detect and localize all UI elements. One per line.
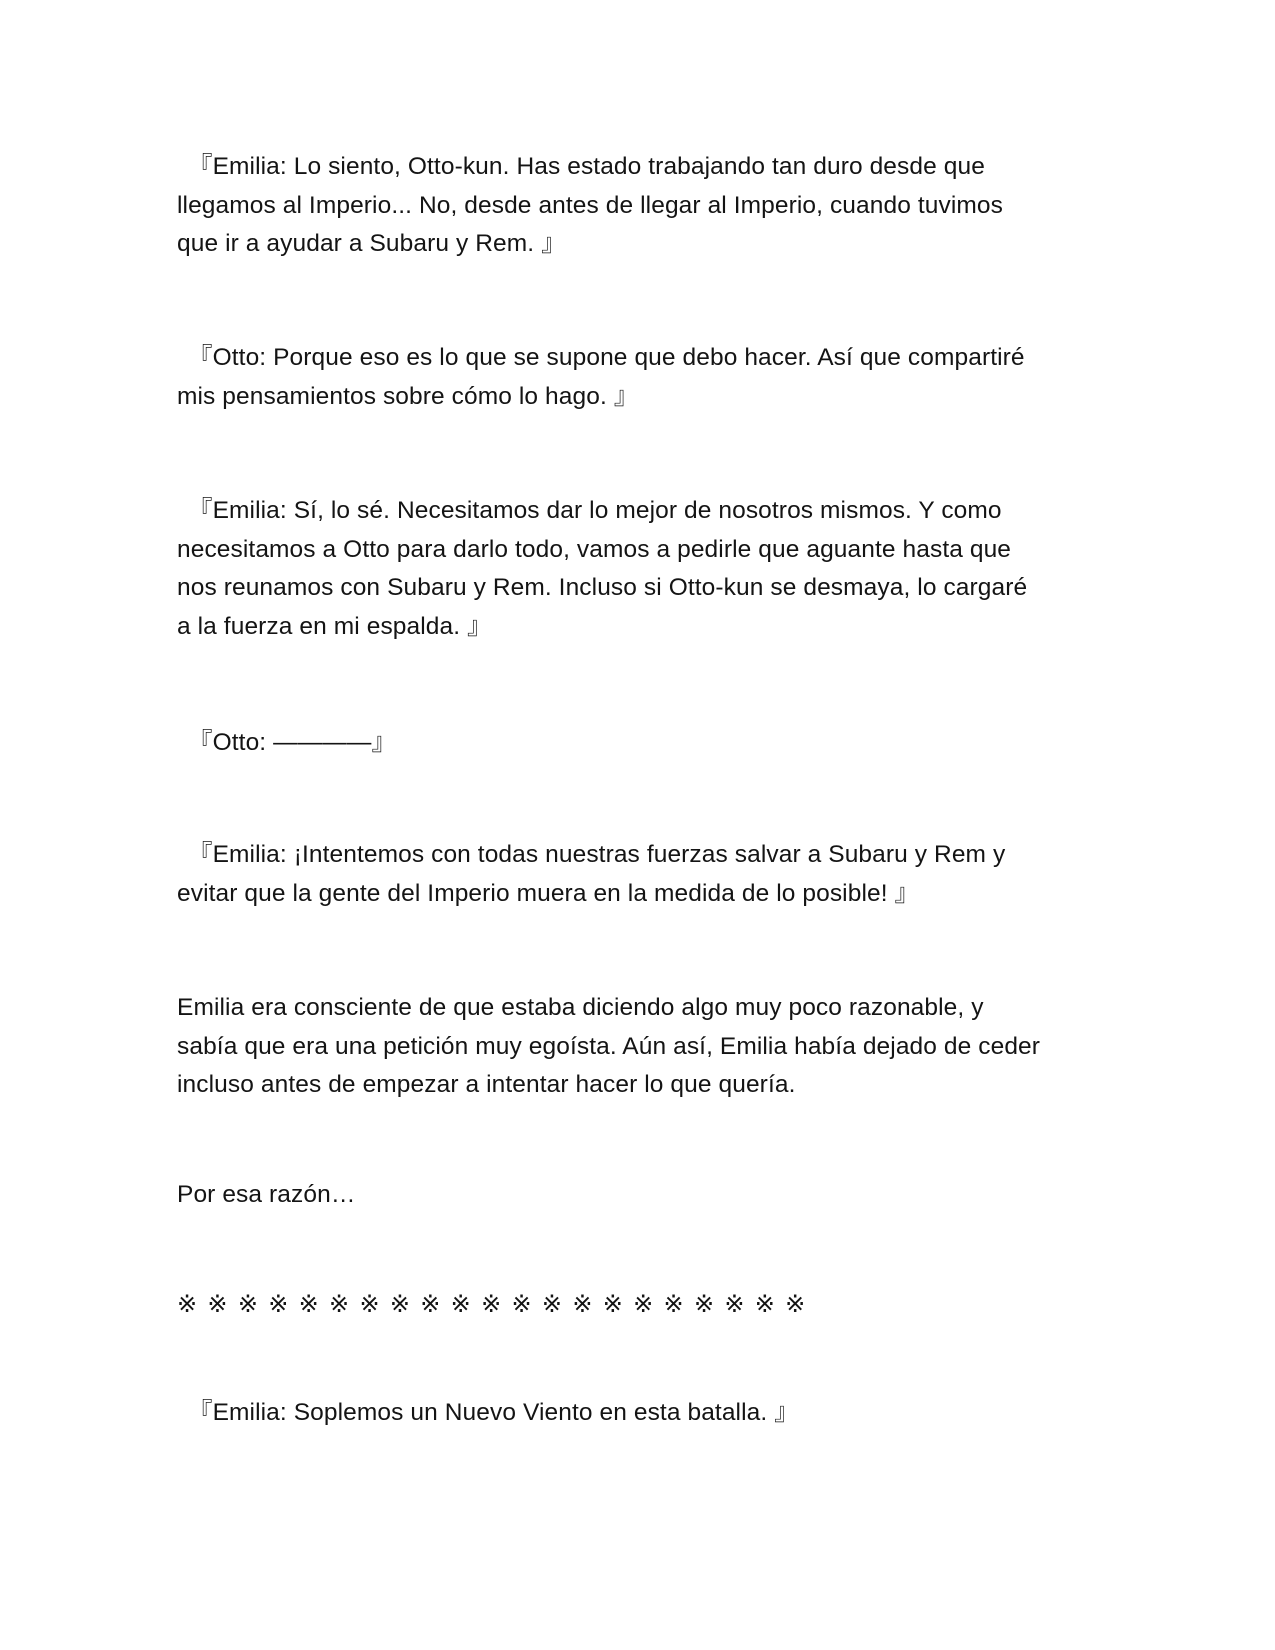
text-line: 『Emilia: ¡Intentemos con todas nuestras fuerzas salvar a Subaru y Rem y <box>188 841 1006 868</box>
text-line: 『Otto: ————』 <box>188 729 397 756</box>
paragraph-otto-silence <box>177 724 1117 763</box>
text-line: Por esa razón… <box>177 1181 356 1208</box>
text-line: sabía que era una petición muy egoísta. Aún así, Emilia había dejado de ceder <box>177 1032 1041 1060</box>
separator-marks: ※※※※※※※※※※※※※※※※※※※※※ <box>177 1290 816 1318</box>
paragraph-narration <box>177 989 1117 1105</box>
text-line: mis pensamientos sobre cómo lo hago. 』 <box>177 382 639 410</box>
text-line: 『Emilia: Soplemos un Nuevo Viento en esta batalla. 』 <box>188 1399 799 1426</box>
text-line: 『Emilia: Lo siento, Otto-kun. Has estado trabajando tan duro desde que <box>188 153 985 180</box>
text-line: Emilia era consciente de que estaba diciendo algo muy poco razonable, y <box>177 994 984 1021</box>
text-line: que ir a ayudar a Subaru y Rem. 』 <box>177 230 566 257</box>
paragraph-transition <box>177 1176 1117 1215</box>
text-line: 『Otto: Porque eso es lo que se supone que debo hacer. Así que compartiré <box>188 344 1025 371</box>
paragraph-emilia-rally <box>177 836 1117 913</box>
text-line: a la fuerza en mi espalda. 』 <box>177 612 492 640</box>
paragraph-emilia-apology <box>177 148 1117 264</box>
text-line: 『Emilia: Sí, lo sé. Necesitamos dar lo mejor de nosotros mismos. Y como <box>188 497 1002 524</box>
paragraph-emilia-determination <box>177 492 1117 646</box>
text-line: nos reunamos con Subaru y Rem. Incluso si Otto-kun se desmaya, lo cargaré <box>177 574 1028 601</box>
paragraph-emilia-new-wind <box>177 1394 1117 1433</box>
text-line: incluso antes de empezar a intentar hacer lo que quería. <box>177 1071 796 1098</box>
scene-separator <box>177 1285 816 1323</box>
paragraph-otto-reply <box>177 339 1117 416</box>
text-line: necesitamos a Otto para darlo todo, vamos a pedirle que aguante hasta que <box>177 535 1012 563</box>
text-line: evitar que la gente del Imperio muera en la medida de lo posible! 』 <box>177 879 920 907</box>
text-line: llegamos al Imperio... No, desde antes de llegar al Imperio, cuando tuvimos <box>177 191 1003 219</box>
